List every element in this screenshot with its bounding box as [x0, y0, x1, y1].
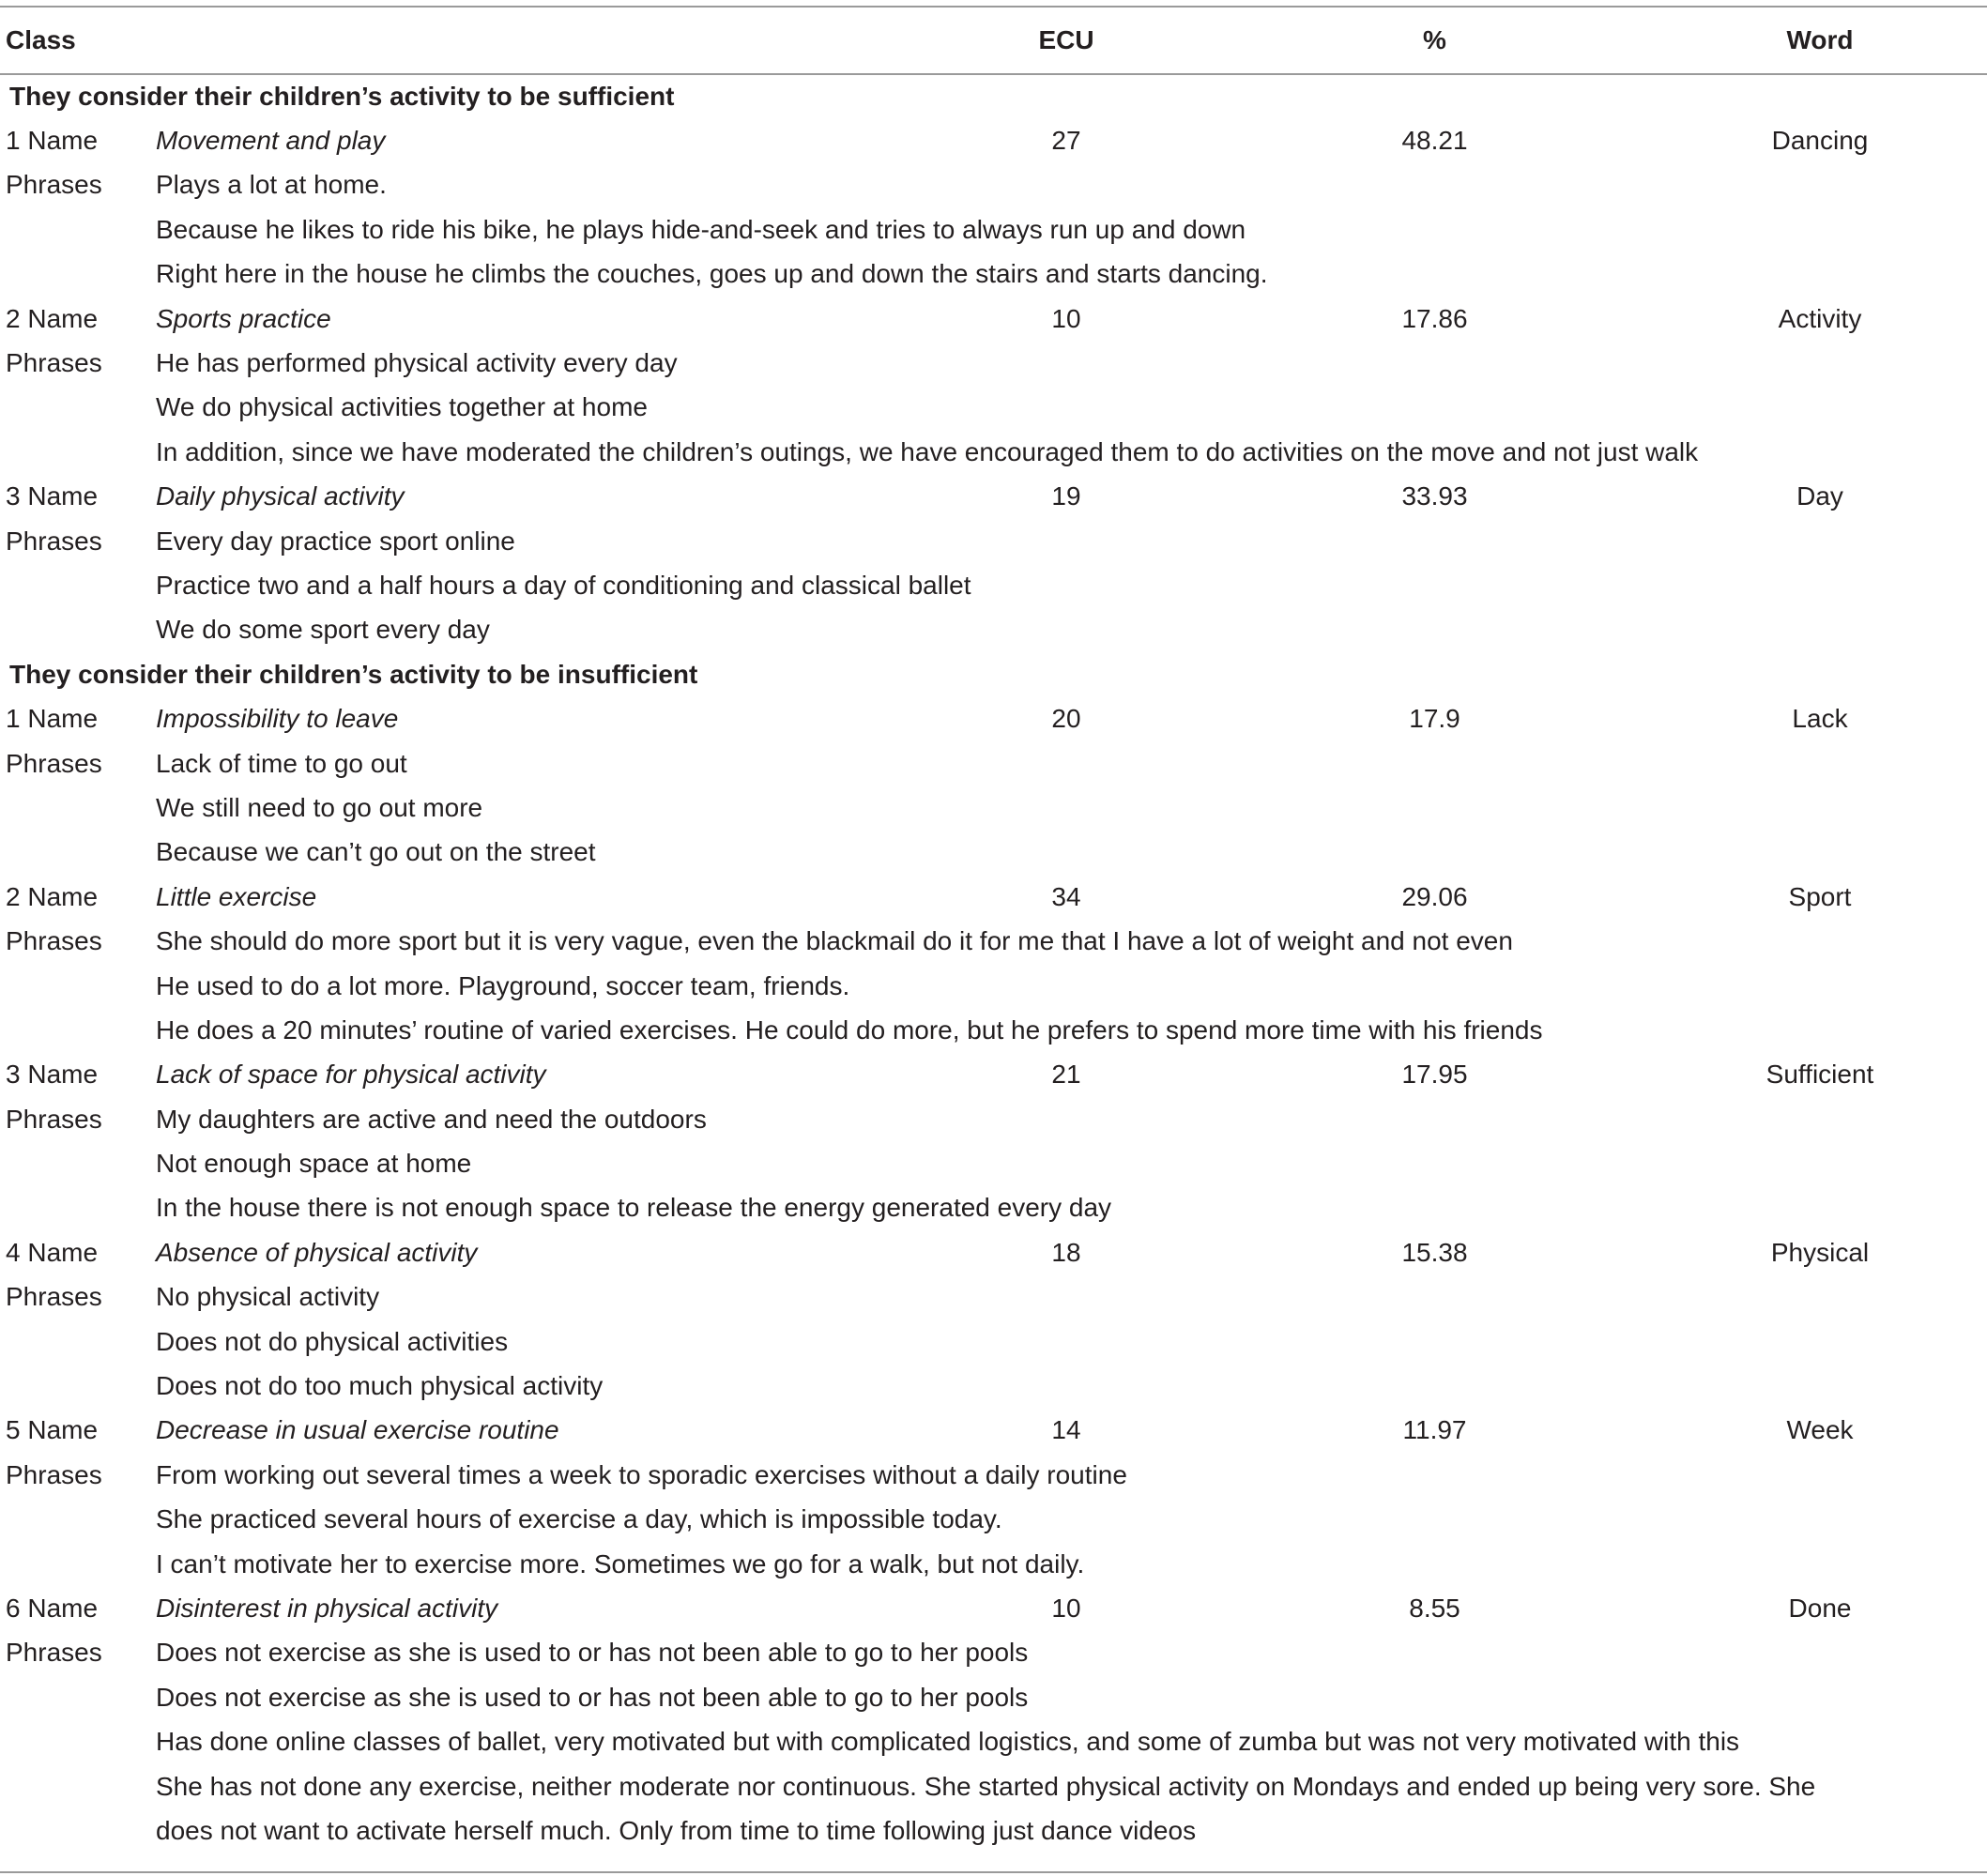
phrase-text: In addition, since we have moderated the children’s outings, we have encouraged them to do activities on the move and not just walk	[156, 436, 1699, 466]
class-percent: 17.86	[1401, 303, 1468, 333]
class-percent: 11.97	[1402, 1415, 1467, 1445]
phrases-label-empty	[0, 1186, 150, 1230]
section-heading-row	[0, 652, 1987, 696]
class-label: 6 Name	[6, 1593, 99, 1623]
phrase-text: Every day practice sport online	[156, 526, 515, 556]
phrase-row	[0, 785, 1987, 830]
phrases-label-empty	[0, 252, 150, 297]
class-word: Dancing	[1771, 126, 1869, 156]
class-word: Activity	[1778, 303, 1862, 333]
class-ecu: 20	[1051, 704, 1081, 734]
class-ecu: 14	[1051, 1415, 1081, 1445]
phrase-text: Does not do too much physical activity	[156, 1371, 604, 1401]
phrases-label: Phrases	[6, 170, 102, 200]
phrase-text-wrap: She has not done any exercise, neither moderate nor continuous. She started physical activity on Mondays and ended up being very sore. She does not want to activate herself much. Only from time to time following just dance videos	[156, 1772, 1816, 1846]
phrase-row	[0, 1275, 1987, 1319]
phrase-row	[0, 608, 1987, 652]
phrase-row	[0, 430, 1987, 474]
phrases-label-empty	[0, 1675, 150, 1719]
class-percent: 15.38	[1401, 1237, 1468, 1267]
phrases-label-empty	[0, 1141, 150, 1185]
phrase-text: She should do more sport but it is very vague, even the blackmail do it for me that I have a lot of weight and not even	[156, 926, 1513, 956]
phrase-text: We do some sport every day	[156, 615, 490, 645]
phrase-row	[0, 1764, 1987, 1853]
class-ecu: 19	[1051, 481, 1081, 511]
class-word: Sport	[1788, 881, 1852, 911]
class-percent: 17.9	[1409, 704, 1460, 734]
phrases-label: Phrases	[6, 926, 102, 956]
phrase-text: I can’t motivate her to exercise more. Sometimes we go for a walk, but not daily.	[156, 1548, 1085, 1579]
class-label: 5 Name	[6, 1415, 99, 1445]
phrase-row	[0, 1319, 1987, 1364]
class-name-row	[0, 297, 1987, 341]
class-name: Little exercise	[156, 881, 317, 911]
phrases-label-empty	[0, 964, 150, 1008]
class-label: 4 Name	[6, 1237, 99, 1267]
phrase-row	[0, 1719, 1987, 1763]
phrase-row	[0, 1453, 1987, 1497]
phrase-text: Lack of time to go out	[156, 748, 407, 778]
class-ecu: 34	[1051, 881, 1081, 911]
class-word: Done	[1788, 1593, 1852, 1623]
class-name-row	[0, 118, 1987, 162]
header-class: Class	[6, 25, 76, 54]
phrases-label-empty	[0, 1008, 150, 1052]
class-ecu: 18	[1051, 1237, 1081, 1267]
header-percent: %	[1423, 25, 1446, 54]
phrase-row	[0, 741, 1987, 785]
class-ecu: 10	[1051, 1593, 1081, 1623]
class-name: Lack of space for physical activity	[156, 1060, 546, 1090]
phrase-text: My daughters are active and need the outdoors	[156, 1104, 707, 1134]
class-name: Daily physical activity	[156, 481, 405, 511]
class-name-row	[0, 1409, 1987, 1453]
phrases-label-empty	[0, 1542, 150, 1586]
phrase-text: No physical activity	[156, 1282, 380, 1312]
class-ecu: 21	[1051, 1060, 1081, 1090]
class-percent: 29.06	[1401, 881, 1468, 911]
class-ecu: 27	[1051, 126, 1081, 156]
table-header	[0, 7, 1987, 74]
phrases-label: Phrases	[6, 1104, 102, 1134]
header-ecu: ECU	[1038, 25, 1094, 54]
phrase-text	[150, 1764, 1987, 1853]
phrase-text: Because he likes to ride his bike, he plays hide-and-seek and tries to always run up and down	[156, 214, 1246, 244]
header-word: Word	[1786, 25, 1854, 54]
class-name: Disinterest in physical activity	[156, 1593, 498, 1623]
table-body	[0, 74, 1987, 1853]
phrase-text: Has done online classes of ballet, very motivated but with complicated logistics, and some of zumba but was not very motivated with this	[156, 1727, 1740, 1757]
phrase-text: He does a 20 minutes’ routine of varied exercises. He could do more, but he prefers to spend more time with his friends	[156, 1014, 1543, 1045]
section-title: They consider their children’s activity to be insufficient	[9, 659, 698, 689]
phrase-row	[0, 1631, 1987, 1675]
phrase-row	[0, 1675, 1987, 1719]
class-name: Absence of physical activity	[156, 1237, 478, 1267]
class-word: Week	[1786, 1415, 1854, 1445]
class-percent: 48.21	[1401, 126, 1468, 156]
class-name: Impossibility to leave	[156, 704, 399, 734]
class-name-row	[0, 1230, 1987, 1274]
phrases-label-empty	[0, 608, 150, 652]
section-title: They consider their children’s activity to be sufficient	[9, 82, 675, 112]
class-label: 1 Name	[6, 126, 99, 156]
results-table	[0, 6, 1987, 1853]
class-percent: 17.95	[1401, 1060, 1468, 1090]
phrase-text: Plays a lot at home.	[156, 170, 387, 200]
phrase-row	[0, 964, 1987, 1008]
class-label: 3 Name	[6, 481, 99, 511]
bottom-rule	[0, 1871, 1987, 1873]
phrases-label-empty	[0, 563, 150, 607]
class-name-row	[0, 1053, 1987, 1097]
phrases-label: Phrases	[6, 748, 102, 778]
phrase-text: She practiced several hours of exercise a day, which is impossible today.	[156, 1504, 1002, 1534]
class-label: 3 Name	[6, 1060, 99, 1090]
phrase-text: Does not do physical activities	[156, 1326, 509, 1356]
phrase-text: We do physical activities together at home	[156, 392, 648, 422]
phrase-row	[0, 163, 1987, 207]
phrases-label: Phrases	[6, 1459, 102, 1489]
phrases-label-empty	[0, 1364, 150, 1408]
phrases-label-empty	[0, 1498, 150, 1542]
phrase-row	[0, 1141, 1987, 1185]
phrase-text: He has performed physical activity every day	[156, 348, 678, 378]
phrase-row	[0, 919, 1987, 963]
phrase-text: Does not exercise as she is used to or has not been able to go to her pools	[156, 1638, 1029, 1668]
class-label: 2 Name	[6, 303, 99, 333]
section-heading-row	[0, 74, 1987, 118]
class-label: 2 Name	[6, 881, 99, 911]
phrase-row	[0, 341, 1987, 385]
phrase-row	[0, 1097, 1987, 1141]
class-ecu: 10	[1051, 303, 1081, 333]
phrase-text: We still need to go out more	[156, 792, 483, 822]
class-name-row	[0, 475, 1987, 519]
phrase-row	[0, 831, 1987, 875]
phrases-label-empty	[0, 1319, 150, 1364]
phrase-text: He used to do a lot more. Playground, soccer team, friends.	[156, 970, 850, 1000]
phrase-text: From working out several times a week to sporadic exercises without a daily routine	[156, 1459, 1127, 1489]
class-word: Day	[1796, 481, 1843, 511]
class-percent: 33.93	[1401, 481, 1468, 511]
phrase-text: Not enough space at home	[156, 1149, 472, 1179]
class-word: Lack	[1792, 704, 1848, 734]
class-label: 1 Name	[6, 704, 99, 734]
phrases-label: Phrases	[6, 348, 102, 378]
phrase-text: Because we can’t go out on the street	[156, 837, 596, 867]
phrase-row	[0, 1542, 1987, 1586]
phrases-label-empty	[0, 430, 150, 474]
phrase-text: Practice two and a half hours a day of conditioning and classical ballet	[156, 570, 971, 600]
phrases-label: Phrases	[6, 526, 102, 556]
phrases-label: Phrases	[6, 1638, 102, 1668]
header-row	[0, 7, 1987, 74]
phrases-label-empty	[0, 1719, 150, 1763]
phrases-label-empty	[0, 386, 150, 430]
phrase-row	[0, 386, 1987, 430]
phrase-text: In the house there is not enough space to release the energy generated every day	[156, 1193, 1112, 1223]
phrase-row	[0, 1498, 1987, 1542]
phrases-label-empty	[0, 207, 150, 252]
phrase-row	[0, 1008, 1987, 1052]
phrase-row	[0, 1186, 1987, 1230]
class-name-row	[0, 1586, 1987, 1630]
phrase-row	[0, 252, 1987, 297]
class-name: Decrease in usual exercise routine	[156, 1415, 559, 1445]
class-name-row	[0, 875, 1987, 919]
phrases-label-empty	[0, 1764, 150, 1853]
class-percent: 8.55	[1409, 1593, 1460, 1623]
class-name-row	[0, 696, 1987, 740]
class-word: Physical	[1770, 1237, 1870, 1267]
phrase-row	[0, 563, 1987, 607]
phrases-label-empty	[0, 831, 150, 875]
class-name: Movement and play	[156, 126, 386, 156]
class-name: Sports practice	[156, 303, 331, 333]
phrases-label: Phrases	[6, 1282, 102, 1312]
phrase-row	[0, 1364, 1987, 1408]
phrase-text: Does not exercise as she is used to or has not been able to go to her pools	[156, 1682, 1029, 1712]
phrase-text: Right here in the house he climbs the couches, goes up and down the stairs and starts dancing.	[156, 259, 1268, 289]
phrase-row	[0, 207, 1987, 252]
phrases-label-empty	[0, 785, 150, 830]
phrase-row	[0, 519, 1987, 563]
class-word: Sufficient	[1765, 1060, 1874, 1090]
